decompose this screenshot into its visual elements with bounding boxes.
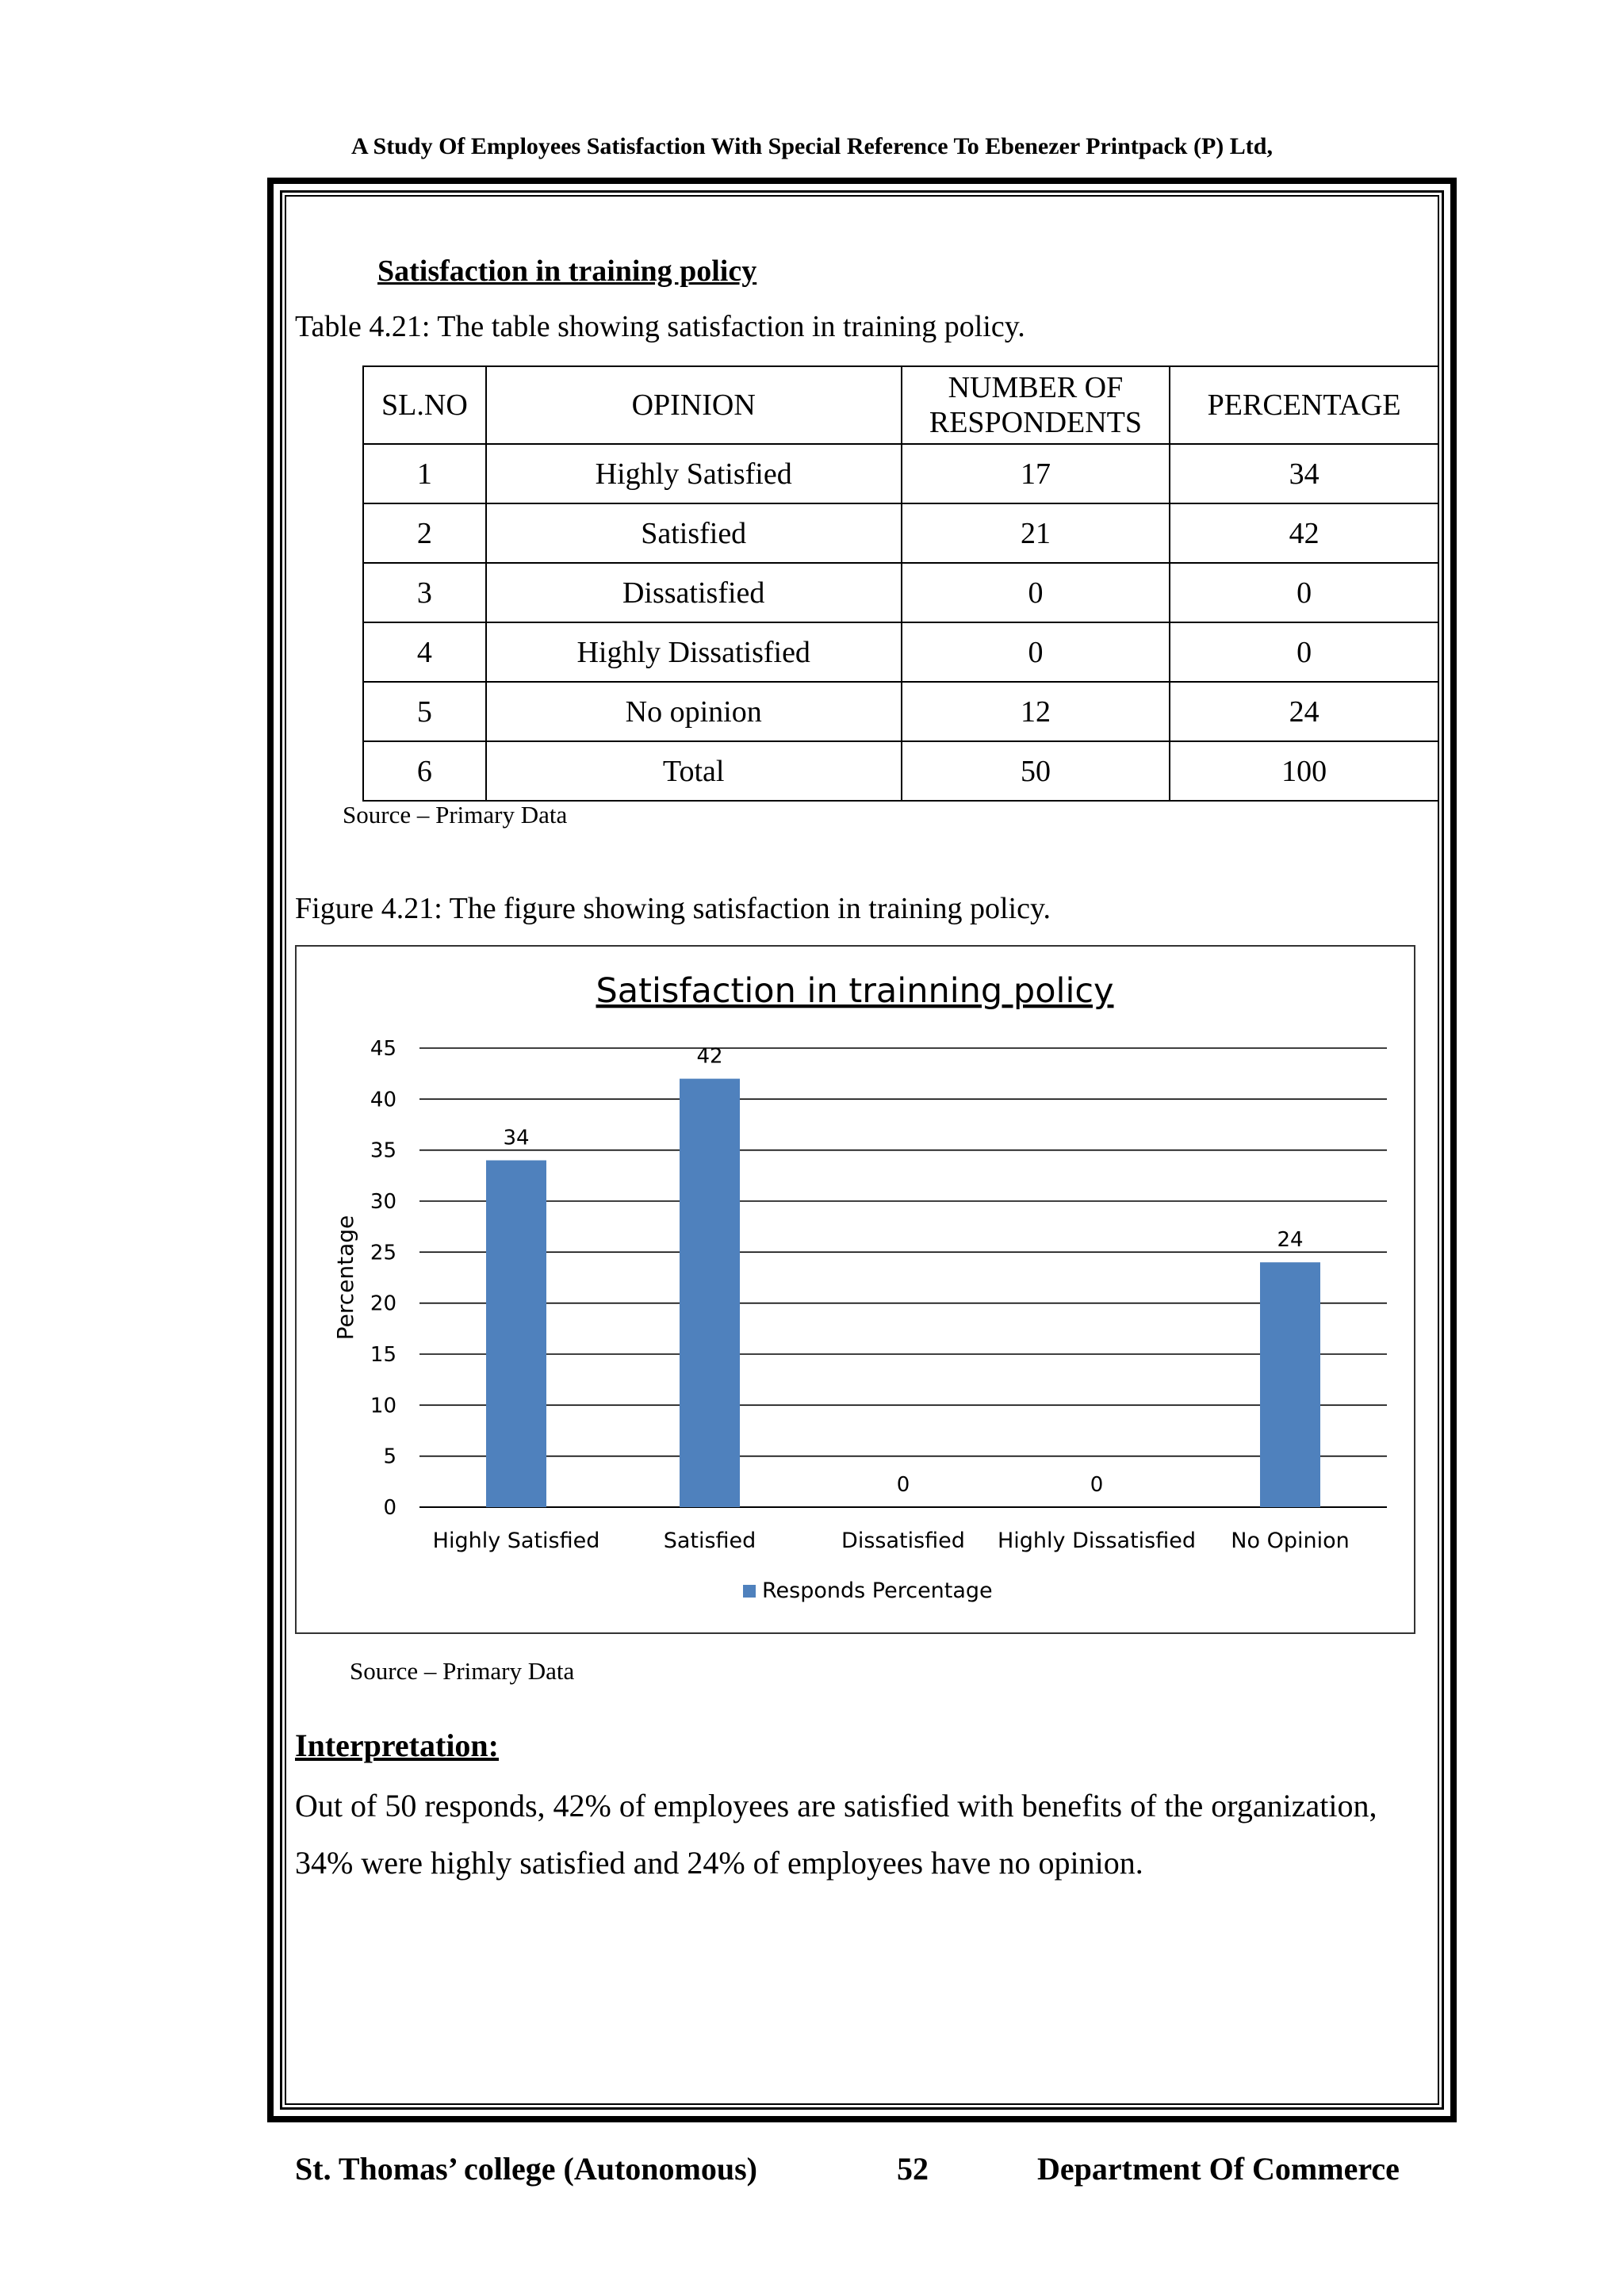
y-tick-label: 5 xyxy=(383,1445,396,1469)
y-tick-label: 15 xyxy=(370,1343,396,1367)
table-row xyxy=(363,741,1438,801)
satisfaction-table xyxy=(362,365,1439,802)
header-cell-percentage: PERCENTAGE xyxy=(1170,366,1438,444)
cell-respondents: 0 xyxy=(902,622,1170,682)
x-tick-label: Dissatisfied xyxy=(841,1529,965,1553)
cell-percentage: 42 xyxy=(1170,503,1438,563)
cell-slno: 4 xyxy=(363,622,486,682)
y-tick-label: 40 xyxy=(370,1088,396,1112)
y-tick-label: 10 xyxy=(370,1394,396,1418)
table-row xyxy=(363,503,1438,563)
data-label: 0 xyxy=(896,1473,910,1497)
cell-respondents: 0 xyxy=(902,563,1170,622)
chart-title: Satisfaction in trainning policy xyxy=(596,971,1114,1011)
data-label: 42 xyxy=(696,1044,723,1069)
figure-caption: Figure 4.21: The figure showing satisfaction in training policy. xyxy=(295,892,1051,925)
bar-chart xyxy=(297,947,1414,1632)
data-label: 24 xyxy=(1277,1228,1304,1253)
cell-opinion: Highly Satisfied xyxy=(486,444,902,503)
running-header: A Study Of Employees Satisfaction With Special Reference To Ebenezer Printpack (P) Ltd, xyxy=(351,133,1273,159)
bar xyxy=(680,1079,740,1507)
table-row xyxy=(363,444,1438,503)
cell-respondents: 17 xyxy=(902,444,1170,503)
table-source: Source – Primary Data xyxy=(343,801,568,828)
data-label: 34 xyxy=(503,1126,530,1150)
interpretation-text: Out of 50 responds, 42% of employees are satisfied with benefits of the organization, 34% were highly satisfied and 24% of employees have no opinion. xyxy=(295,1788,1377,1881)
y-tick-label: 45 xyxy=(370,1037,396,1061)
table-row xyxy=(363,682,1438,741)
y-tick-label: 35 xyxy=(370,1138,396,1163)
cell-percentage: 0 xyxy=(1170,622,1438,682)
cell-slno: 1 xyxy=(363,444,486,503)
cell-slno: 5 xyxy=(363,682,486,741)
table-caption: Table 4.21: The table showing satisfaction in training policy. xyxy=(295,310,1025,343)
y-axis-label: Percentage xyxy=(332,1215,358,1341)
cell-opinion: Dissatisfied xyxy=(486,563,902,622)
x-tick-label: Satisfied xyxy=(663,1529,756,1553)
y-tick-label: 25 xyxy=(370,1241,396,1265)
table-row xyxy=(363,563,1438,622)
cell-slno: 6 xyxy=(363,741,486,801)
footer-college: St. Thomas’ college (Autonomous) xyxy=(295,2151,757,2187)
legend-label: Responds Percentage xyxy=(762,1578,993,1603)
cell-opinion: Total xyxy=(486,741,902,801)
cell-opinion: Highly Dissatisfied xyxy=(486,622,902,682)
cell-slno: 2 xyxy=(363,503,486,563)
cell-percentage: 0 xyxy=(1170,563,1438,622)
y-tick-label: 0 xyxy=(383,1496,396,1520)
cell-opinion: No opinion xyxy=(486,682,902,741)
x-tick-label: Highly Dissatisfied xyxy=(997,1529,1197,1553)
data-label: 0 xyxy=(1090,1473,1104,1497)
x-tick-label: No Opinion xyxy=(1231,1529,1350,1553)
cell-slno: 3 xyxy=(363,563,486,622)
header-cell-opinion: OPINION xyxy=(486,366,902,444)
chart-container xyxy=(295,945,1415,1634)
x-tick-label: Highly Satisfied xyxy=(432,1529,600,1553)
cell-percentage: 34 xyxy=(1170,444,1438,503)
cell-respondents: 50 xyxy=(902,741,1170,801)
page-number: 52 xyxy=(897,2151,929,2187)
cell-percentage: 24 xyxy=(1170,682,1438,741)
cell-percentage: 100 xyxy=(1170,741,1438,801)
figure-source: Source – Primary Data xyxy=(350,1657,575,1685)
table-row xyxy=(363,622,1438,682)
footer-department: Department Of Commerce xyxy=(1037,2151,1400,2187)
section-title: Satisfaction in training policy xyxy=(377,254,757,288)
cell-respondents: 21 xyxy=(902,503,1170,563)
cell-respondents: 12 xyxy=(902,682,1170,741)
bar xyxy=(1260,1262,1320,1507)
interpretation-title: Interpretation: xyxy=(295,1728,499,1763)
legend-swatch xyxy=(743,1585,756,1598)
header-cell-slno: SL.NO xyxy=(363,366,486,444)
table-header-row xyxy=(363,366,1438,444)
header-cell-respondents: NUMBER OF RESPONDENTS xyxy=(902,366,1170,444)
y-tick-label: 30 xyxy=(370,1190,396,1214)
bar xyxy=(486,1161,546,1507)
cell-opinion: Satisfied xyxy=(486,503,902,563)
y-tick-label: 20 xyxy=(370,1292,396,1316)
